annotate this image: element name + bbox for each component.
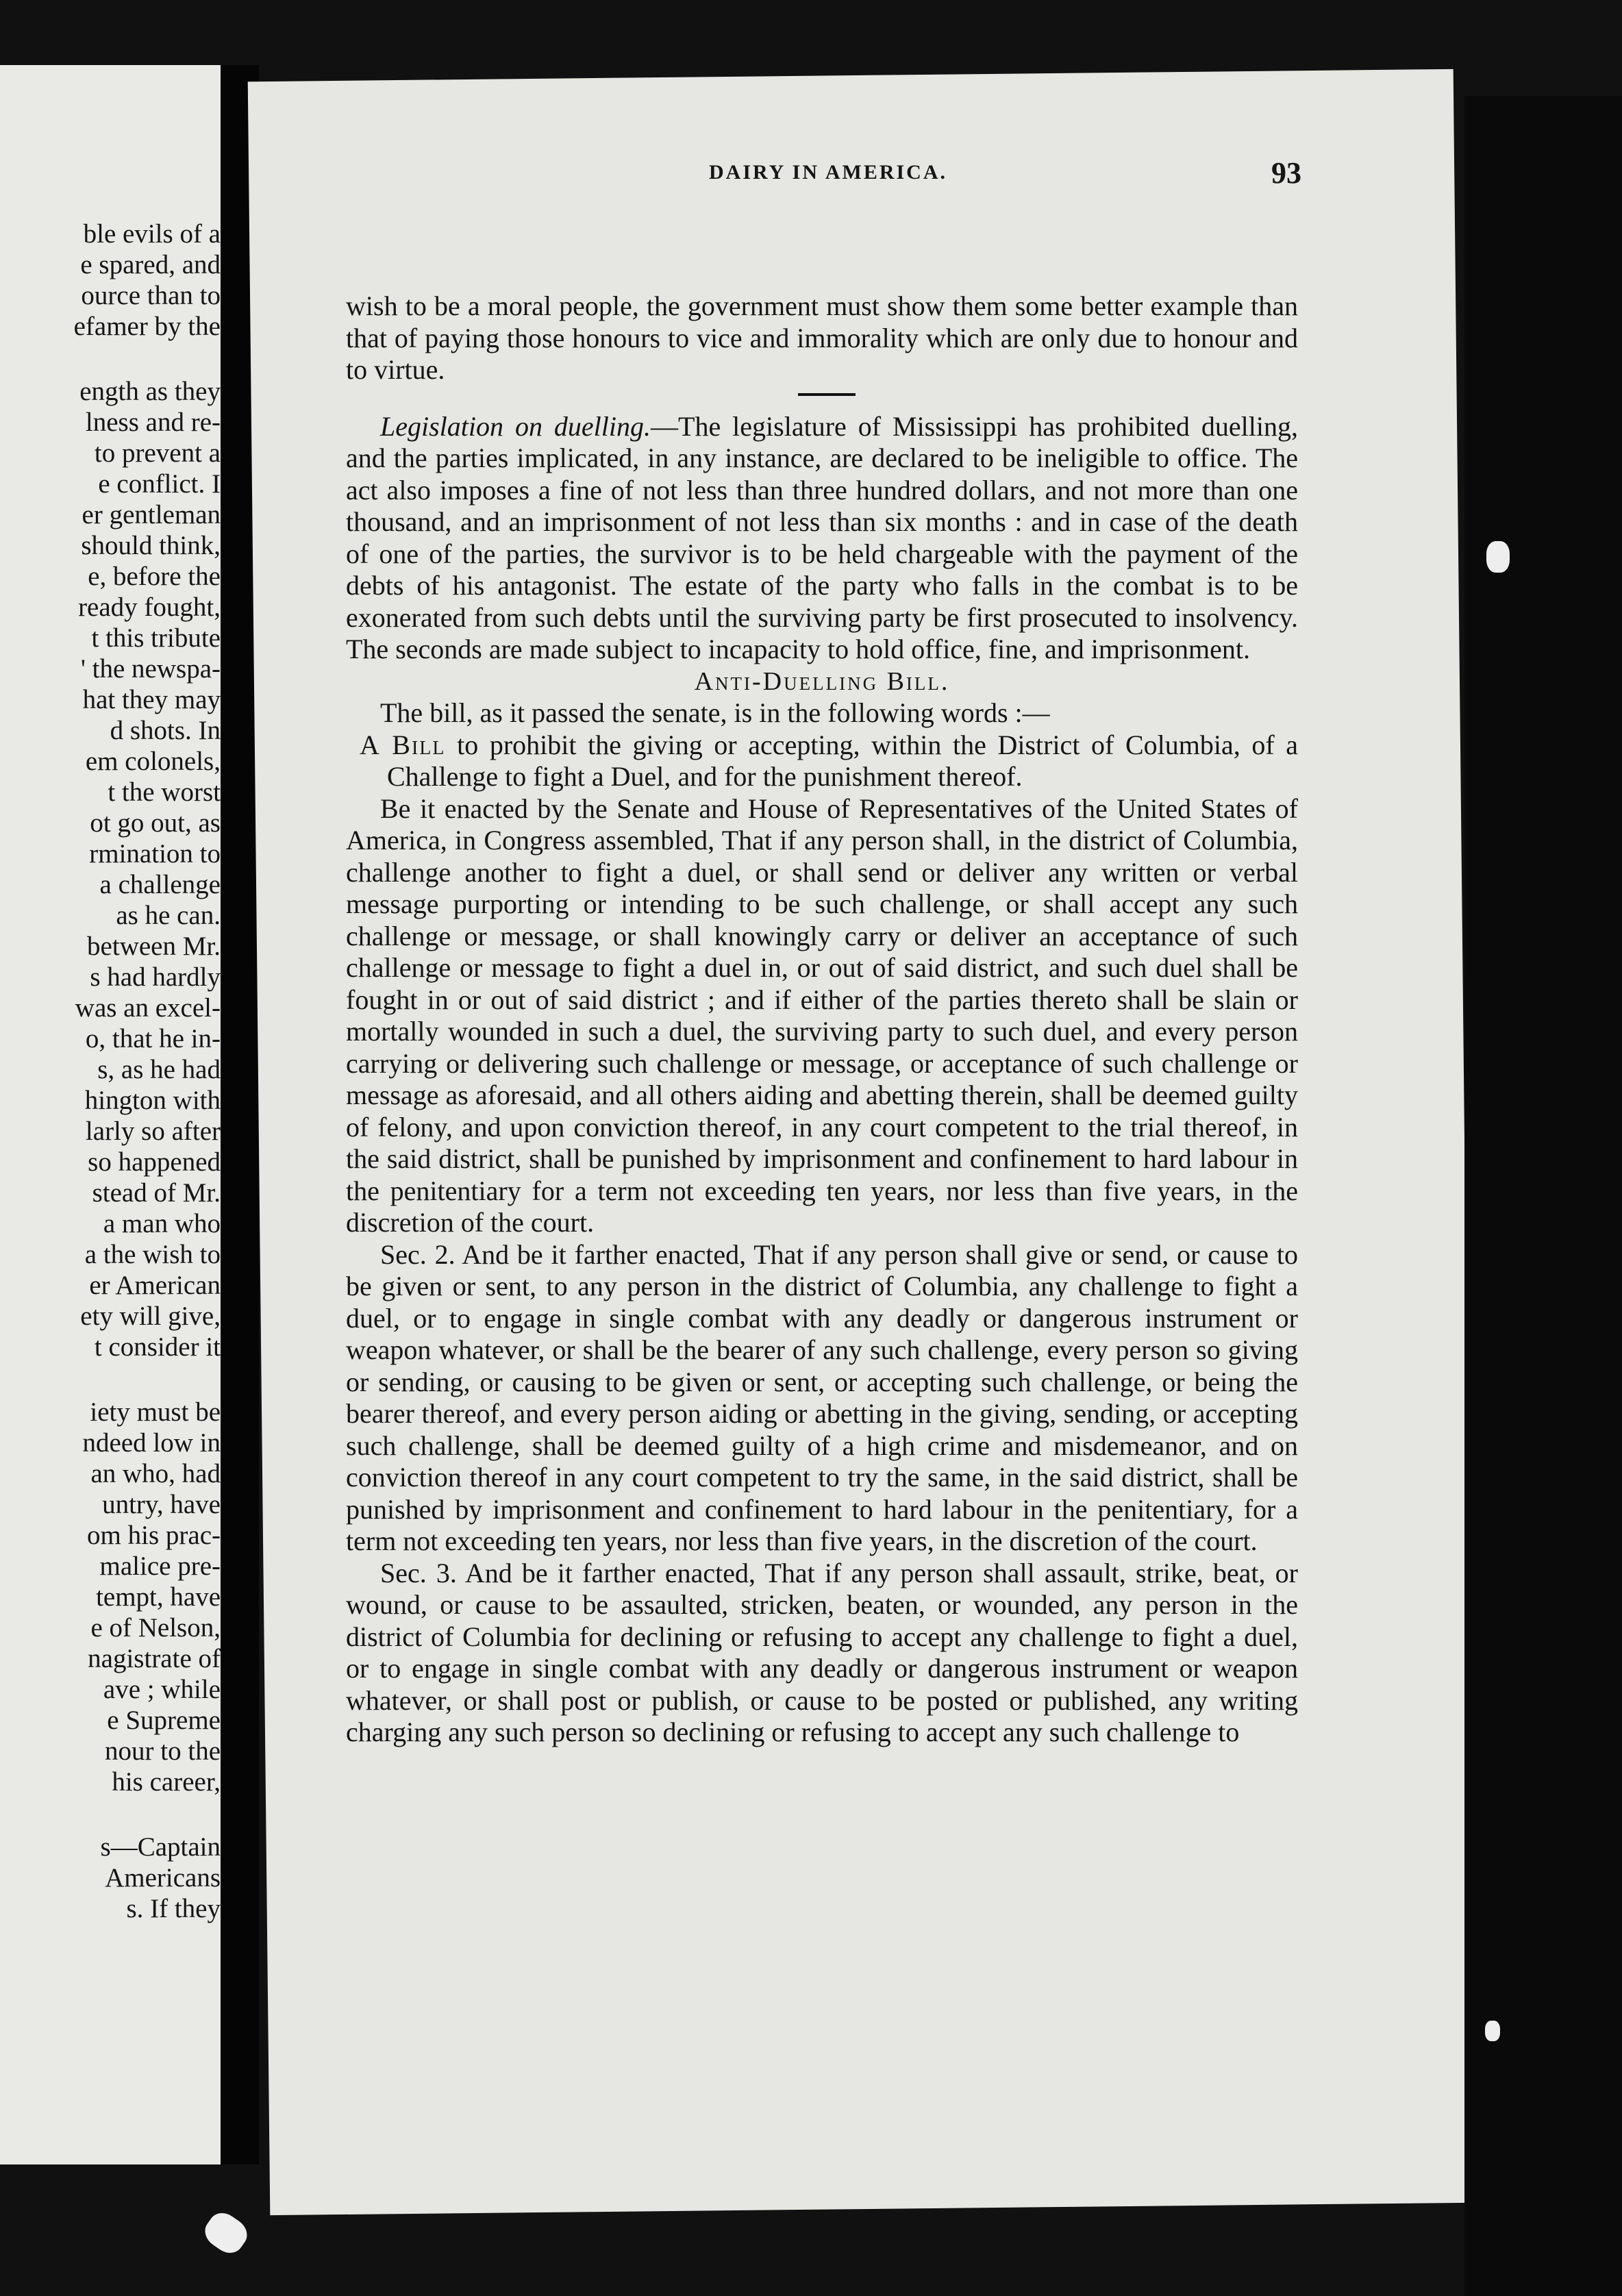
page-body [346,290,1298,1749]
facing-page-line: e Supreme [107,1706,221,1735]
facing-page-line: ave ; while [103,1675,221,1704]
page-header [435,156,1301,202]
facing-page-line: e, before the [88,562,221,591]
facing-page-line: a man who [103,1209,221,1238]
bill-title-rest: to prohibit the giving or accepting, within the District of Columbia, of a Challenge to fight a Duel, and for the punishment thereof. [387,729,1299,792]
facing-page-line: nagistrate of [88,1644,221,1673]
legislation-text: —The legislature of Mississippi has prohibited duelling, and the parties implicated, in any instance, are declared to be ineligible to office. The act also imposes a fine of not less than three hundred dollars, and not more than one thousand, and an imprisonment of not less than six months : and in case of the death of one of the parties, the survivor is to be held chargeable with the payment of the debts of his antagonist. The estate of the party who falls in the combat is to be exonerated from such debts until the surviving party be first prosecuted to insolvency. The seconds are made subject to incapacity to hold office, fine, and imprisonment. [346,410,1298,664]
facing-page-line: ource than to [81,281,221,310]
facing-page-line: a the wish to [84,1240,221,1269]
bill-heading: Anti-Duelling Bill. [694,666,950,696]
facing-page-line: ble evils of a [83,219,221,249]
facing-page-line: iety must be [90,1397,221,1427]
facing-page-line: so happened [88,1147,221,1177]
facing-page-line: efamer by the [73,312,221,341]
facing-page-line: er gentleman [82,500,221,529]
facing-page-line: as he can. [116,901,221,930]
facing-page-line: larly so after [85,1116,221,1146]
facing-page-line: between Mr. [87,932,221,961]
section-3: Sec. 3. And be it farther enacted, That if any person shall assault, strike, beat, or wound, or cause to be assaulted, stricken, beaten, or wounded, any person in the district of Columbia for declining or refusing to accept any challenge to fight a duel, or to engage in single combat with any deadly or dangerous instrument or weapon whatever, or shall post or publish, or cause to be posted or published, any writing charging any such person so declining or refusing to accept any such challenge to [346,1557,1298,1747]
right-edge-shadow [1464,96,1622,2296]
facing-page-line: t the worst [108,777,221,807]
facing-page-line: ready fought, [78,592,221,622]
facing-page-line: untry, have [102,1490,221,1519]
bill-title [346,729,1298,793]
facing-page-line: ength as they [79,377,221,406]
facing-page [0,65,221,2164]
facing-page-line: t consider it [94,1332,221,1362]
facing-page-line: e of Nelson, [90,1613,221,1643]
facing-page-line: ety will give, [80,1301,221,1331]
section-1: Be it enacted by the Senate and House of Representatives of the United States of America, in Congress assembled, That if any person shall, in the district of Columbia, challenge another to fight a duel, or shall send or deliver any written or verbal message purporting or intending to be such challenge, or shall accept any such challenge or message, or shall knowingly carry or deliver an acceptance of such challenge or message to fight a duel in, or out of said district, and such duel shall be fought in or out of said district ; and if either of the parties thereto shall be slain or mortally wounded in such a duel, the surviving party to such duel, and every person carrying or delivering such challenge or message, or acceptance of such challenge or message as aforesaid, and all others aiding and abetting therein, shall be deemed guilty of felony, and upon conviction thereof, in any court competent to the trial thereof, in the said district, shall be punished by imprisonment and confinement to hard labour in the penitentiary for a term not exceeding ten years, nor less than five years, in the discretion of the court. [346,793,1298,1238]
legislation-paragraph [346,411,1298,666]
facing-page-line: hington with [84,1086,221,1115]
section-2: Sec. 2. And be it farther enacted, That if any person shall give or send, or cause to be given or sent, to any person in the district of Columbia, any challenge to fight a duel, or to engage in single combat with any deadly or dangerous instrument or weapon whatever, or shall be the bearer of any such challenge, every person so giving or sending, or causing to be given or sent, or accepting such challenge, or being the bearer thereof, and every person aiding or abetting in the giving, sending, or accepting such challenge, shall be deemed guilty of a high crime and misdemeanor, and on conviction thereof in any court competent to try the same, in the said district, shall be punished by imprisonment and confinement to hard labour in the penitentiary, for a term not exceeding ten years, nor less than five years, in the discretion of the court. [346,1238,1298,1556]
facing-page-line: hat they may [82,685,221,714]
facing-page-line: s had hardly [90,962,221,992]
facing-page-line: s. If they [126,1894,221,1923]
facing-page-line: om his prac- [87,1521,221,1550]
facing-page-line: e spared, and [80,250,221,279]
facing-page-line: rmination to [89,839,221,869]
paper-speck [1485,2021,1500,2041]
facing-page-line: e conflict. I [98,469,221,499]
facing-page-line: lness and re- [85,408,221,437]
legislation-heading: Legislation on duelling. [380,410,651,442]
facing-page-line: d shots. In [110,716,221,745]
facing-page-line: malice pre- [99,1551,221,1581]
facing-page-line: s—Captain [100,1832,221,1862]
running-title: DAIRY IN AMERICA. [709,161,948,184]
facing-page-line: a challenge [99,870,221,899]
facing-page-line: ' the newspa- [80,654,221,684]
section-divider [798,393,856,396]
facing-page-line: Americans [105,1863,221,1893]
facing-page-line: to prevent a [94,438,221,468]
paper-speck [1486,541,1510,573]
facing-page-line: t this tribute [91,623,221,653]
facing-page-line: ot go out, as [90,808,221,838]
facing-page-line: ndeed low in [82,1428,221,1458]
facing-page-line: should think, [81,531,221,560]
page-number: 93 [1271,156,1301,190]
bill-title-lead: A Bill [360,729,446,760]
facing-page-line: er American [89,1271,221,1300]
facing-page-line: stead of Mr. [92,1178,221,1208]
facing-page-line: an who, had [90,1459,221,1488]
facing-page-line: nour to the [105,1736,221,1766]
facing-page-line: his career, [112,1767,221,1797]
facing-page-line: was an excel- [75,993,221,1023]
bill-intro: The bill, as it passed the senate, is in the following words :— [380,697,1050,728]
facing-page-line: s, as he had [97,1055,221,1084]
facing-page-line: em colonels, [85,747,221,776]
facing-page-line: o, that he in- [85,1024,221,1053]
facing-page-line: tempt, have [96,1582,221,1612]
opening-paragraph: wish to be a moral people, the government must show them some better example than that of paying those honours to vice and immorality which are only due to honour and to virtue. [346,290,1298,385]
